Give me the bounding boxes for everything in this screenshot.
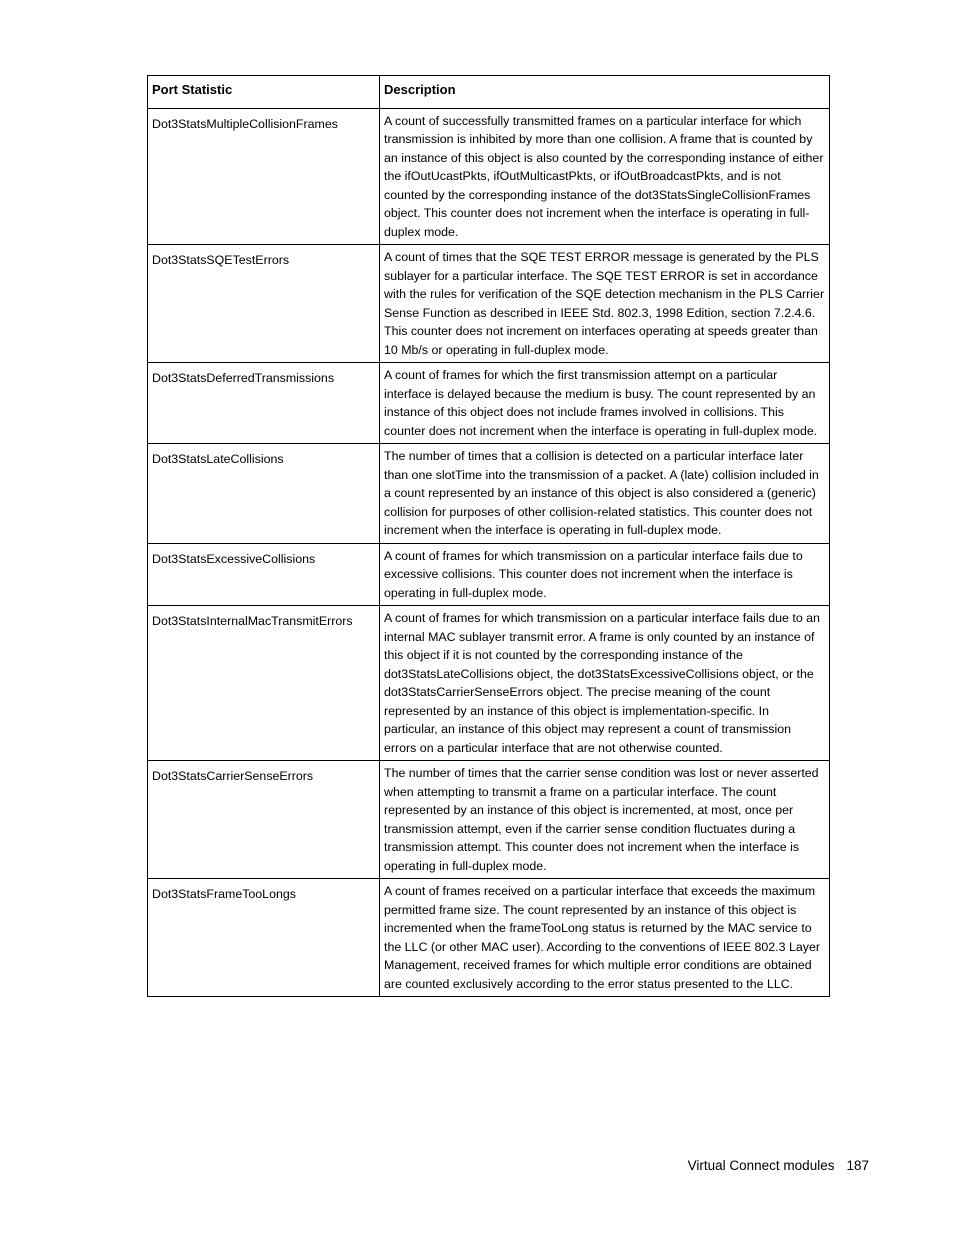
page-number: 187 [846,1158,869,1173]
table-row [148,761,830,879]
statistic-description: The number of times that the carrier sense condition was lost or never asserted when attempting to transmit a frame on a particular interface. The count represented by an instance of this object is incremented, at most, once per transmission attempt, even if the carrier sense condition fluctuates during a transmission attempt. This counter does not increment when the interface is operating in full-duplex mode. [380,761,830,879]
statistic-name: Dot3StatsExcessiveCollisions [148,543,380,606]
table-row [148,444,830,544]
statistic-name: Dot3StatsDeferredTransmissions [148,363,380,444]
statistic-description: A count of frames for which transmission on a particular interface fails due to excessive collisions. This counter does not increment when the interface is operating in full-duplex mode. [380,543,830,606]
table-row [148,108,830,245]
table-header-row [148,76,830,109]
footer-section-title: Virtual Connect modules [687,1158,835,1173]
statistic-description: A count of frames received on a particular interface that exceeds the maximum permitted frame size. The count represented by an instance of this object is incremented when the frameTooLong status is returned by the MAC service to the LLC (or other MAC user). According to the conventions of IEEE 802.3 Layer Management, received frames for which multiple error conditions are obtained are counted exclusively according to the error status presented to the LLC. [380,879,830,997]
table-row [148,879,830,997]
statistic-name: Dot3StatsLateCollisions [148,444,380,544]
statistic-description: A count of frames for which transmission on a particular interface fails due to an internal MAC sublayer transmit error. A frame is only counted by an instance of this object if it is not counted by the corresponding instance of the dot3StatsLateCollisions object, the dot3StatsExcessiveCollisions object, or the dot3StatsCarrierSenseErrors object. The precise meaning of the count represented by an instance of this object is implementation-specific. In particular, an instance of this object may represent a count of transmission errors on a particular interface that are not otherwise counted. [380,606,830,761]
statistic-name: Dot3StatsSQETestErrors [148,245,380,363]
table-row [148,543,830,606]
statistic-name: Dot3StatsInternalMacTransmitErrors [148,606,380,761]
column-header-description: Description [380,76,830,109]
statistic-name: Dot3StatsFrameTooLongs [148,879,380,997]
statistic-name: Dot3StatsCarrierSenseErrors [148,761,380,879]
statistic-description: A count of times that the SQE TEST ERROR message is generated by the PLS sublayer for a particular interface. The SQE TEST ERROR is set in accordance with the rules for verification of the SQE detection mechanism in the PLS Carrier Sense Function as described in IEEE Std. 802.3, 1998 Edition, section 7.2.4.6. This counter does not increment on interfaces operating at speeds greater than 10 Mb/s or operating in full-duplex mode. [380,245,830,363]
page-footer [688,1158,869,1173]
table-row [148,606,830,761]
statistic-description: A count of frames for which the first transmission attempt on a particular interface is delayed because the medium is busy. The count represented by an instance of this object does not include frames involved in collisions. This counter does not increment when the interface is operating in full-duplex mode. [380,363,830,444]
statistic-description: The number of times that a collision is detected on a particular interface later than one slotTime into the transmission of a packet. A (late) collision included in a count represented by an instance of this object is also considered a (generic) collision for purposes of other collision-related statistics. This counter does not increment when the interface is operating in full-duplex mode. [380,444,830,544]
port-statistics-table [147,75,830,997]
table-row [148,245,830,363]
statistic-description: A count of successfully transmitted frames on a particular interface for which transmission is inhibited by more than one collision. A frame that is counted by an instance of this object is also counted by the corresponding instance of either the ifOutUcastPkts, ifOutMulticastPkts, or ifOutBroadcastPkts, and is not counted by the corresponding instance of the dot3StatsSingleCollisionFrames object. This counter does not increment when the interface is operating in full-duplex mode. [380,108,830,245]
column-header-port-statistic: Port Statistic [148,76,380,109]
statistic-name: Dot3StatsMultipleCollisionFrames [148,108,380,245]
table-row [148,363,830,444]
